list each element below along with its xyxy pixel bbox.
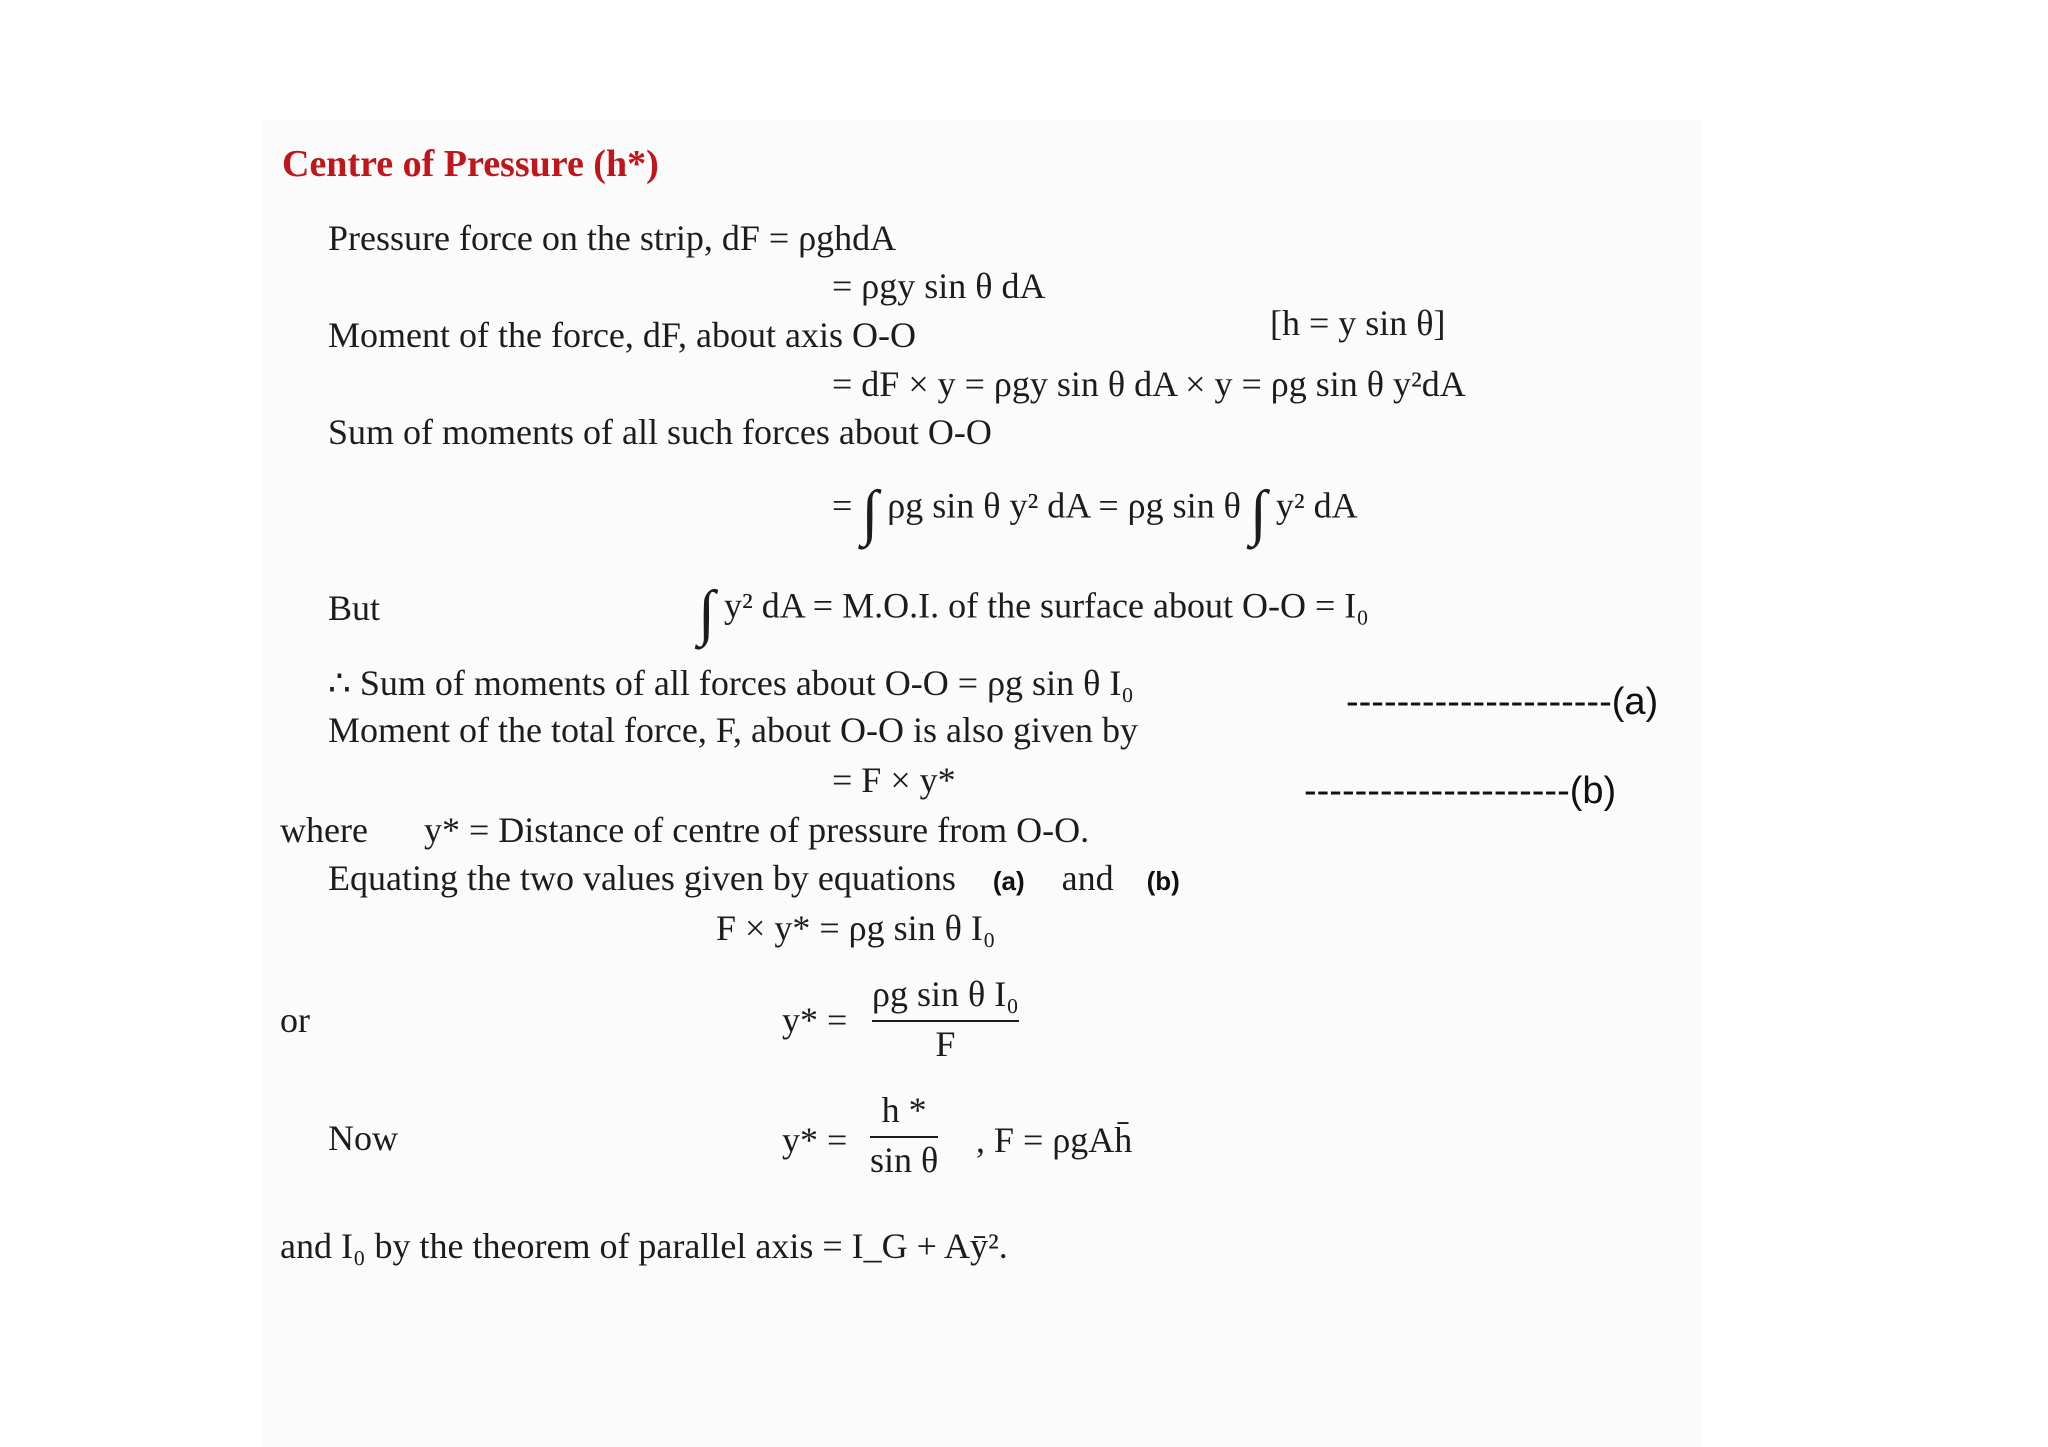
pressure-force-line: Pressure force on the strip, dF = ρghdA (328, 218, 897, 258)
moment-note: [h = y sin θ] (1270, 303, 1446, 343)
and-word: and (1061, 858, 1114, 898)
fraction-denominator: sin θ (870, 1139, 939, 1180)
ref-b: (b) (1146, 866, 1180, 896)
equation-tag-a: ---------------------(a) (1346, 681, 1659, 723)
moment-line: Moment of the force, dF, about axis O-O (328, 315, 916, 355)
integrand-2: y² dA (1275, 485, 1358, 526)
parallel-axis-line: and I₀ by the theorem of parallel axis = I_G + Aȳ². (280, 1226, 1008, 1266)
equating-text: Equating the two values given by equations (328, 858, 956, 898)
or-label: or (280, 1000, 310, 1040)
sum-moments-line: Sum of moments of all such forces about O-O (328, 412, 992, 452)
definition-line: y* = Distance of centre of pressure from O-O. (424, 810, 1090, 850)
h-star-fraction (870, 1092, 938, 1180)
heading: Centre of Pressure (h*) (282, 143, 659, 185)
equals-sign: = (832, 485, 853, 526)
now-label: Now (328, 1118, 398, 1158)
pressure-force-line-2: = ρgy sin θ dA (832, 266, 1046, 306)
fraction-bar (872, 1020, 1019, 1022)
equation-tag-b: ---------------------(b) (1304, 770, 1617, 812)
moment-equation: = dF × y = ρgy sin θ dA × y = ρg sin θ y²dA (832, 364, 1466, 404)
fraction-numerator: h * (881, 1090, 927, 1130)
integrand-1: ρg sin θ y² dA = ρg sin θ (887, 485, 1241, 526)
integral-sign: ∫ (861, 479, 879, 547)
sum-moments-equation (832, 478, 1358, 547)
fraction-denominator: F (935, 1023, 956, 1064)
integral-sign: ∫ (698, 579, 715, 647)
therefore-line: ∴ Sum of moments of all forces about O-O = ρg sin θ I₀ (328, 663, 1134, 703)
integral-sign: ∫ (1249, 479, 1267, 547)
force-relation: , F = ρgAh̄ (976, 1120, 1133, 1160)
but-label: But (328, 588, 381, 628)
ref-a: (a) (992, 866, 1025, 896)
equated-equation: F × y* = ρg sin θ I₀ (716, 908, 996, 948)
where-label: where (280, 810, 368, 850)
y-star-fraction (872, 976, 1019, 1064)
total-force-moment-line: Moment of the total force, F, about O-O is also given by (328, 710, 1138, 750)
y-star-lhs: y* = (782, 1000, 848, 1040)
equating-line (328, 860, 1180, 896)
y-star-lhs-2: y* = (782, 1120, 848, 1160)
moi-equation (698, 578, 1369, 647)
moi-text: y² dA = M.O.I. of the surface about O-O = I₀ (723, 585, 1369, 626)
moment-total-equation: = F × y* (832, 760, 956, 800)
fraction-bar (870, 1136, 938, 1138)
fraction-numerator: ρg sin θ I₀ (872, 974, 1019, 1014)
